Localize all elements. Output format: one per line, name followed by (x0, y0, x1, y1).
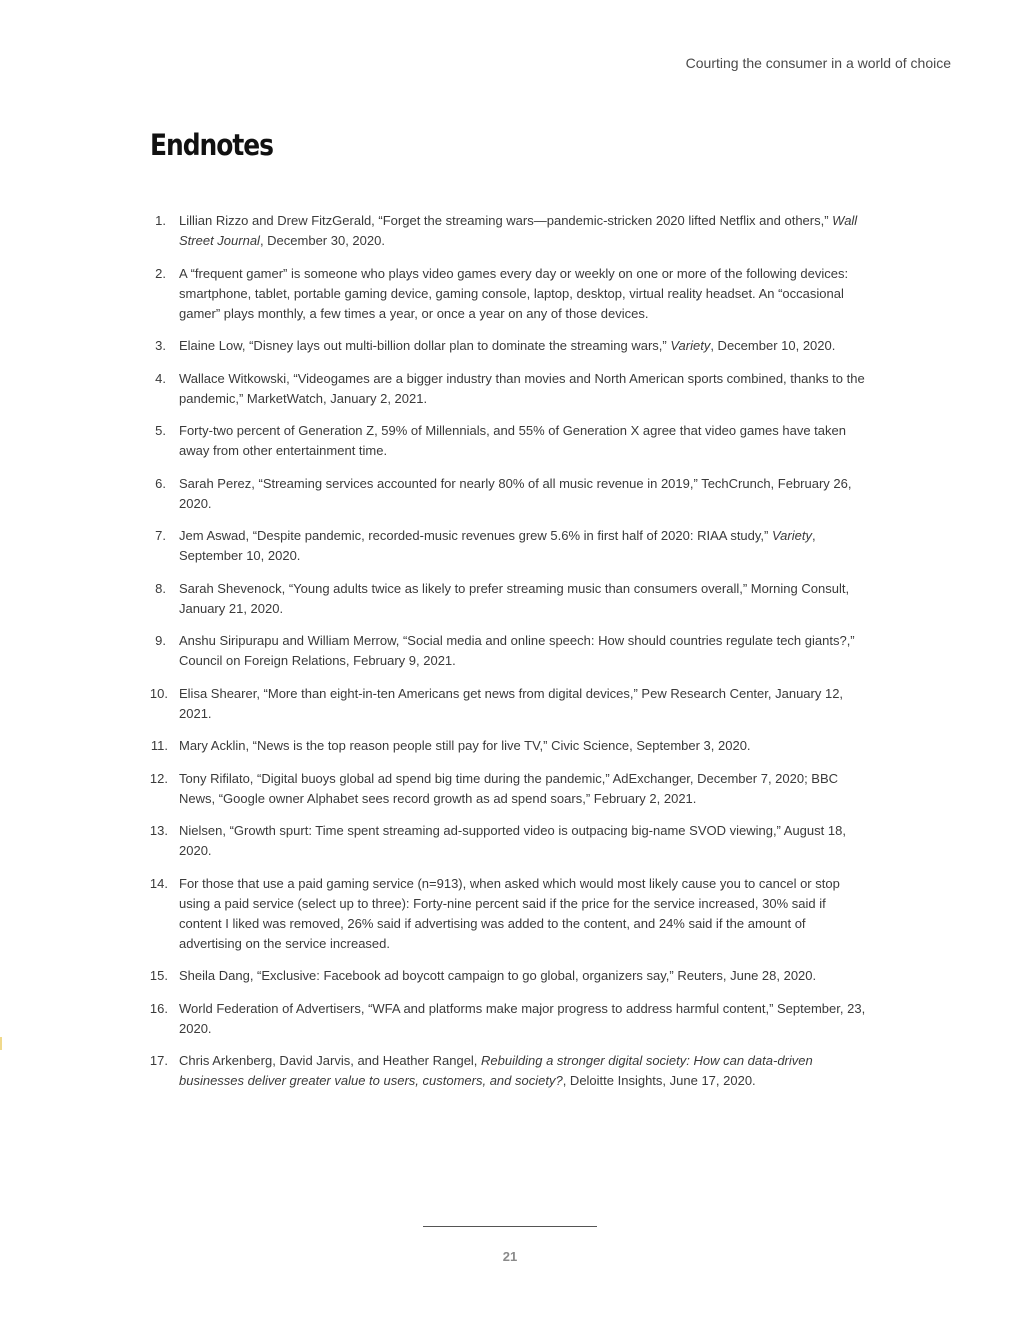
endnote-segment: A “frequent gamer” is someone who plays video games every day or weekly on one or more of the following devices: smartphone, tablet, portable gaming device, gaming console, laptop, desktop, virtual reality headset. An “occasional gamer” plays monthly, a few times a year, or once a year on any of those devices. (179, 265, 849, 321)
endnote-segment: , Deloitte Insights, June 17, 2020. (562, 1073, 756, 1088)
endnote-segment: Sheila Dang, “Exclusive: Facebook ad boycott campaign to go global, organizers say,” Reuters, June 28, 2020. (179, 968, 817, 983)
endnote-segment: Sarah Perez, “Streaming services accounted for nearly 80% of all music revenue in 2019,” TechCrunch, February 26, 2020. (179, 475, 852, 511)
edge-mark (0, 1037, 2, 1050)
endnote-number: 16. (149, 1000, 168, 1016)
footer-rule (423, 1226, 597, 1227)
endnote-number: 3. (155, 338, 166, 353)
page-title: Endnotes (150, 128, 273, 162)
endnote-text (179, 874, 870, 954)
endnote-number: 12. (149, 770, 168, 786)
endnote-number: 2. (155, 265, 166, 281)
endnote-number: 10. (149, 685, 168, 701)
endnote-segment: For those that use a paid gaming service (n=913), when asked which would most likely cause you to cancel or stop using a paid service (select up to three): Forty-nine percent said if the price for the service increased, 30% said if content I liked was removed, 26% said if advertising was added to the content, and 24% said if the amount of advertising on the service increased. (179, 875, 840, 951)
endnote-item (150, 336, 870, 356)
endnote-italic-segment: Wall Street Journal (179, 213, 858, 248)
endnote-text (179, 579, 870, 619)
endnote-segment: Elaine Low, “Disney lays out multi-billion dollar plan to dominate the streaming wars,” (179, 338, 671, 353)
endnote-segment: Chris Arkenberg, David Jarvis, and Heather Rangel, (179, 1053, 482, 1068)
endnote-text (179, 966, 870, 986)
endnote-segment: , December 30, 2020. (259, 233, 385, 248)
endnote-item (150, 211, 870, 251)
endnote-text (179, 526, 870, 566)
endnote-item (150, 421, 870, 461)
endnote-text (179, 631, 870, 671)
endnote-segment: World Federation of Advertisers, “WFA and platforms make major progress to address harmful content,” September, 23, 2020. (179, 1000, 866, 1036)
endnote-text (179, 1051, 870, 1091)
endnote-item (150, 579, 870, 619)
endnote-item (150, 631, 870, 671)
endnote-segment: Mary Acklin, “News is the top reason people still pay for live TV,” Civic Science, September 3, 2020. (179, 738, 751, 753)
endnote-item (150, 999, 870, 1039)
endnote-number: 13. (149, 823, 168, 838)
endnote-text (179, 474, 870, 514)
endnote-item (150, 369, 870, 409)
endnote-segment: Lillian Rizzo and Drew FitzGerald, “Forget the streaming wars—pandemic-stricken 2020 lifted Netflix and others,” (179, 213, 833, 228)
endnote-text (179, 211, 870, 251)
endnote-text (179, 769, 870, 809)
endnote-segment: , September 10, 2020. (179, 528, 816, 563)
endnote-number: 15. (149, 968, 168, 983)
endnote-number: 5. (155, 423, 166, 438)
endnote-number: 14. (149, 875, 168, 891)
endnote-text (179, 421, 870, 461)
endnote-segment: Tony Rifilato, “Digital buoys global ad spend big time during the pandemic,” AdExchanger, December 7, 2020; BBC News, “Google owner Alphabet sees record growth as ad spend soars,” February 2, 2021. (179, 770, 839, 806)
running-header: Courting the consumer in a world of choice (685, 55, 951, 71)
endnote-segment: Wallace Witkowski, “Videogames are a bigger industry than movies and North American sports combined, thanks to the pandemic,” MarketWatch, January 2, 2021. (179, 370, 865, 406)
endnote-item (150, 264, 870, 324)
endnote-item (150, 769, 870, 809)
endnote-segment: Nielsen, “Growth spurt: Time spent streaming ad-supported video is outpacing big-name SVOD viewing,” August 18, 2020. (179, 823, 846, 858)
endnote-number: 11. (150, 738, 168, 753)
endnote-number: 17. (149, 1053, 168, 1068)
endnote-item (150, 821, 870, 861)
endnote-item (150, 684, 870, 724)
endnote-number: 4. (155, 370, 166, 386)
endnote-italic-segment: Rebuilding a stronger digital society: How can data-driven businesses deliver greater value to users, customers, and society? (179, 1053, 813, 1088)
endnote-number: 8. (155, 580, 166, 596)
endnote-item (150, 526, 870, 566)
endnote-text (179, 999, 870, 1039)
endnote-segment: Forty-two percent of Generation Z, 59% of Millennials, and 55% of Generation X agree that video games have taken away from other entertainment time. (179, 423, 846, 458)
endnote-item (150, 474, 870, 514)
endnote-item (150, 874, 870, 954)
endnote-segment: Anshu Siripurapu and William Merrow, “Social media and online speech: How should countries regulate tech giants?,” Council on Foreign Relations, February 9, 2021. (179, 633, 855, 668)
endnote-italic-segment: Variety (771, 528, 812, 543)
endnote-number: 1. (155, 213, 166, 228)
endnote-text (179, 336, 870, 356)
endnote-number: 7. (155, 528, 166, 543)
endnote-text (179, 821, 870, 861)
endnote-item (150, 966, 870, 986)
endnote-text (179, 264, 870, 324)
page-number: 21 (502, 1249, 518, 1264)
endnote-italic-segment: Variety (670, 338, 711, 353)
endnote-segment: Elisa Shearer, “More than eight-in-ten Americans get news from digital devices,” Pew Research Center, January 12, 2021. (179, 685, 844, 721)
endnote-segment: Jem Aswad, “Despite pandemic, recorded-music revenues grew 5.6% in first half of 2020: RIAA study,” (179, 528, 772, 543)
endnote-number: 9. (155, 633, 166, 648)
endnotes-list (150, 211, 870, 1104)
endnote-text (179, 369, 870, 409)
endnote-item (150, 1051, 870, 1091)
endnote-segment: Sarah Shevenock, “Young adults twice as likely to prefer streaming music than consumers overall,” Morning Consult, January 21, 2020. (179, 580, 850, 616)
endnote-segment: , December 10, 2020. (710, 338, 836, 353)
endnote-item (150, 736, 870, 756)
endnote-text (179, 736, 870, 756)
endnote-number: 6. (155, 475, 166, 491)
endnote-text (179, 684, 870, 724)
